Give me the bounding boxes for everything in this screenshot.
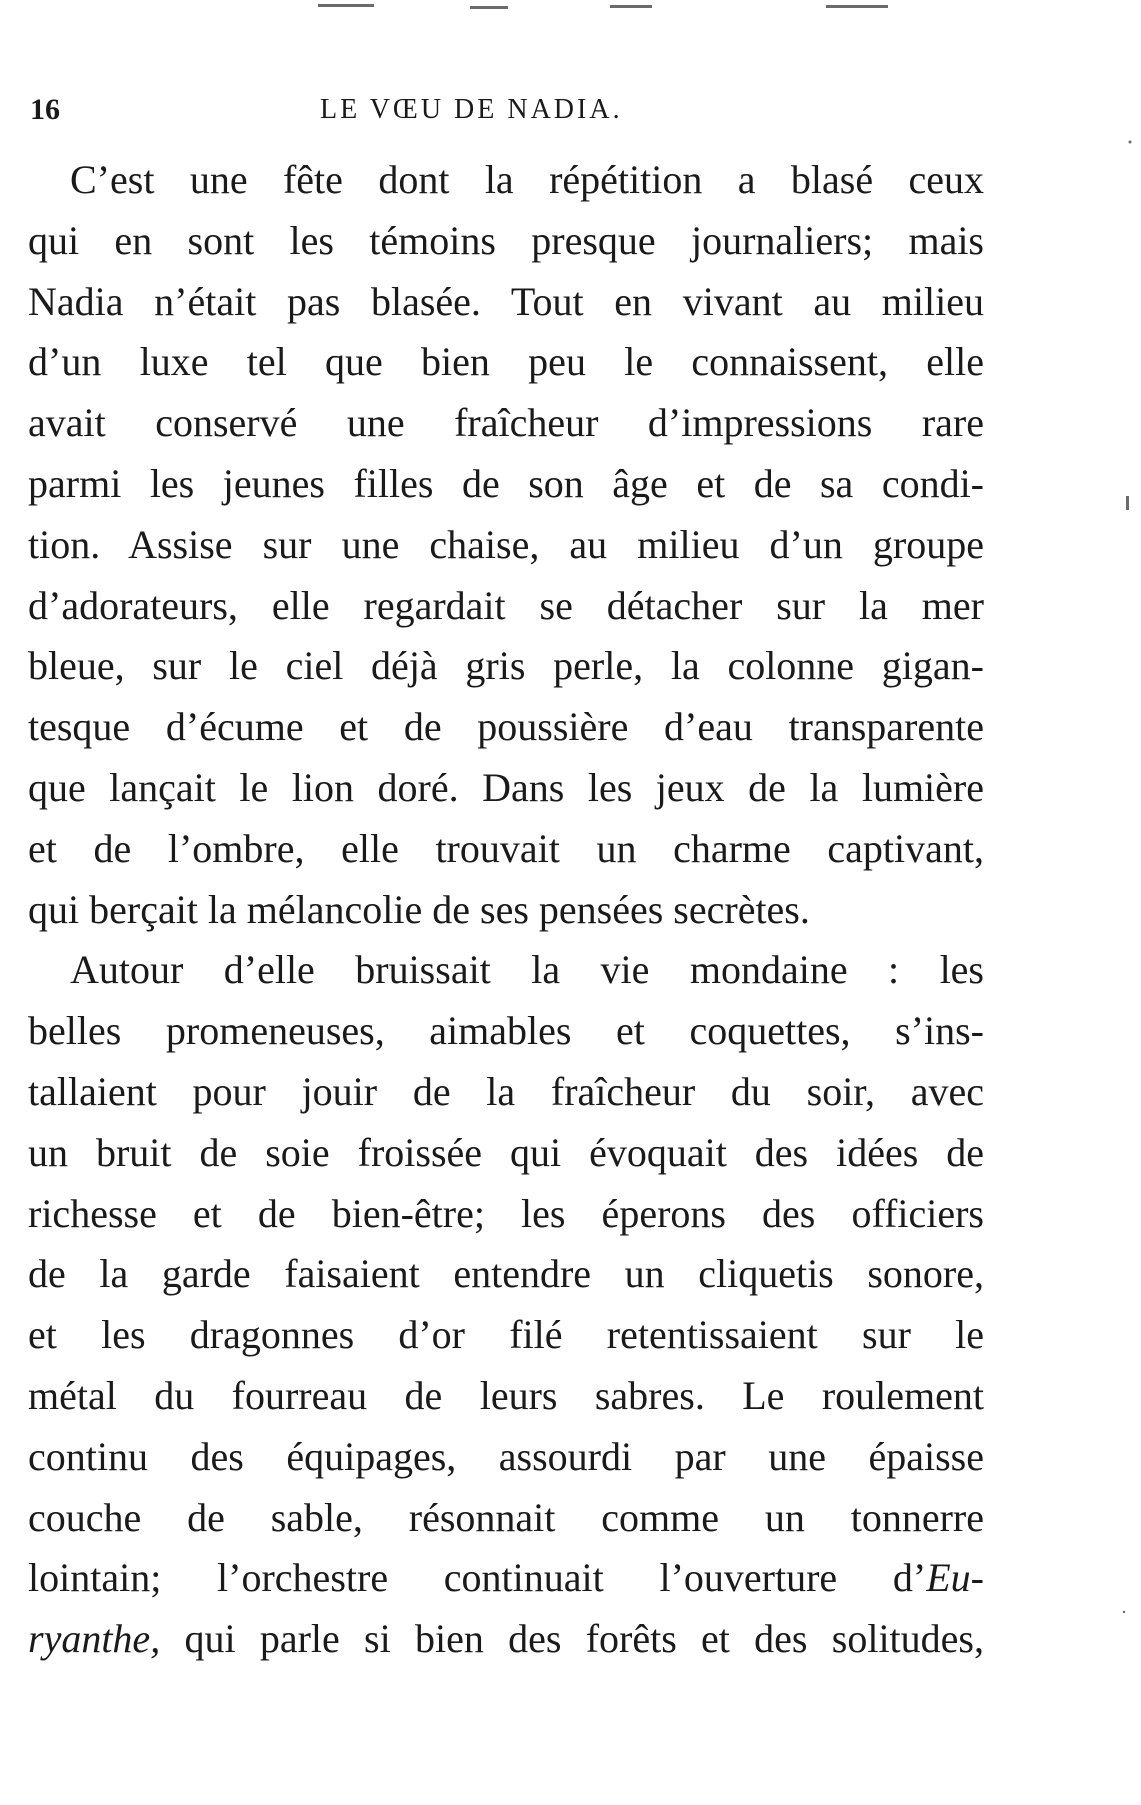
text-line: de la garde faisaient entendre un cliquetis sonore, (28, 1251, 984, 1297)
text-line: belles promeneuses, aimables et coquettes, s’ins- (28, 1008, 984, 1054)
text-line: richesse et de bien-être; les éperons des officiers (28, 1190, 984, 1236)
body-text (28, 150, 984, 1670)
running-title: LE VŒU DE NADIA. (320, 94, 623, 125)
text-line: un bruit de soie froissée qui évoquait des idées de (28, 1129, 984, 1175)
italic-title: ryanthe, (28, 1616, 161, 1662)
italic-title: Eu- (926, 1555, 984, 1601)
text-line: qui en sont les témoins presque journaliers; mais (28, 217, 984, 263)
text-line: continu des équipages, assourdi par une épaisse (28, 1433, 984, 1479)
text-line: Nadia n’était pas blasée. Tout en vivant au milieu (28, 278, 984, 324)
text-line: parmi les jeunes filles de son âge et de sa condi- (28, 460, 984, 506)
text-line: et les dragonnes d’or filé retentissaient sur le (28, 1312, 984, 1358)
page-number: 16 (30, 93, 60, 126)
text-line: qui berçait la mélancolie de ses pensées secrètes. (28, 886, 810, 932)
text-line: C’est une fête dont la répétition a blasé ceux (70, 157, 984, 202)
text-line: et de l’ombre, elle trouvait un charme captivant, (28, 825, 984, 871)
text-line: bleue, sur le ciel déjà gris perle, la colonne gigan- (28, 643, 984, 689)
text-line: d’un luxe tel que bien peu le connaissent, elle (28, 339, 984, 385)
text-line: métal du fourreau de leurs sabres. Le roulement (28, 1372, 984, 1418)
text-line: tion. Assise sur une chaise, au milieu d’un groupe (28, 521, 984, 567)
text-line: d’adorateurs, elle regardait se détacher sur la mer (28, 582, 984, 628)
page-header (30, 90, 980, 130)
text-line: Autour d’elle bruissait la vie mondaine : les (70, 947, 984, 993)
text-line: avait conservé une fraîcheur d’impressions rare (28, 400, 984, 446)
text-line: tesque d’écume et de poussière d’eau transparente (28, 704, 984, 750)
text-line: que lançait le lion doré. Dans les jeux de la lumière (28, 764, 984, 810)
text-run: lointain; l’orchestre continuait l’ouverture d’ (28, 1555, 927, 1601)
text-line (28, 1609, 984, 1670)
text-line: couche de sable, résonnait comme un tonnerre (28, 1494, 984, 1540)
text-line: tallaient pour jouir de la fraîcheur du soir, avec (28, 1068, 984, 1114)
text-line (28, 1548, 984, 1609)
text-run: qui parle si bien des forêts et des solitudes, (160, 1616, 984, 1662)
